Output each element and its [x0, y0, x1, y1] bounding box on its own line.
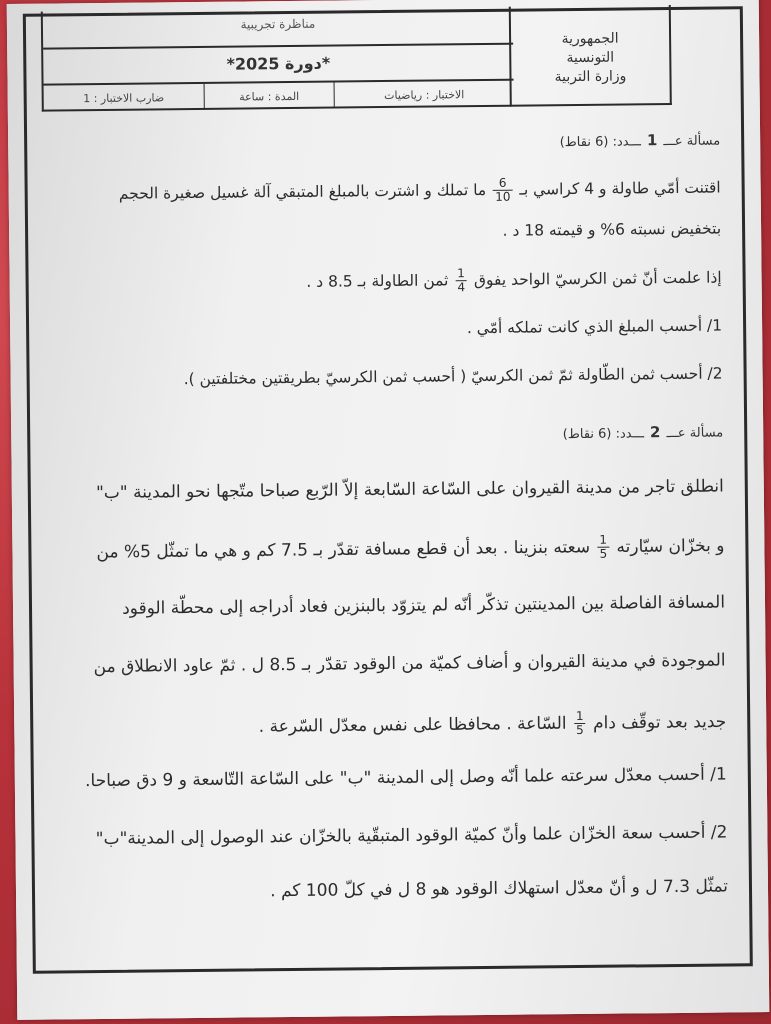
numerator: 6 — [493, 177, 512, 191]
fraction-6-10 — [493, 177, 513, 204]
exercise-2-line-4: الموجودة في مدينة القيروان و أضاف كميّة من الوقود تقدّر بـ 8.5 ل . ثمّ عاود الانطلاق من — [93, 650, 726, 678]
exam-session: *دورة 2025* — [43, 45, 513, 86]
text-segment: و بخزّان سيّارته — [616, 535, 725, 558]
exercise-1-question-1: 1/ أحسب المبلغ الذي كانت تملكه أمّي . — [466, 316, 723, 338]
exam-paper — [7, 0, 770, 1020]
exercise-number: 2 — [649, 423, 661, 442]
fraction-1-5 — [597, 534, 609, 561]
text-segment: سعته بنزينا . بعد أن قطع مسافة تقدّر بـ 7.5 كم و هي ما تمثّل 5% من — [96, 537, 591, 563]
exercise-2-line-3: المسافة الفاصلة بين المدينتين تذكّر أنّه لم يتزوّد بالبنزين فعاد أدراجه إلى محطّة الوقود — [122, 592, 726, 619]
fraction-1-4 — [455, 267, 467, 294]
exercise-2-question-2: 2/ أحسب سعة الخزّان علما وأنّ كميّة الوقود المتبقّية بالخزّان عند الوصول إلى المدينة"ب" — [95, 822, 728, 850]
ministry-line: وزارة التربية — [554, 68, 627, 86]
text-segment: ثمن الطاولة بـ 8.5 د . — [306, 271, 449, 291]
exercise-number: 1 — [646, 131, 658, 150]
denominator: 5 — [599, 546, 608, 561]
numerator: 1 — [597, 534, 609, 548]
exercise-2-question-2-cont: تمثّل 7.3 ل و أنّ معدّل استهلاك الوقود هو 8 ل في كلّ 100 كم . — [270, 876, 729, 902]
exercise-2-line-1: انطلق تاجر من مدينة القيروان على السّاعة السّابعة إلاّ الرّبع صباحا متّجها نحو المدينة "ب" — [95, 476, 724, 504]
exercise-points: ـــدد: (6 نقاط) — [559, 134, 642, 151]
exercise-1-line-2: بتخفيض نسبته 6% و قيمته 18 د . — [502, 219, 722, 240]
denominator: 4 — [457, 280, 466, 295]
exercise-title-prefix: مسألة عـــ — [663, 133, 721, 150]
text-segment: إذا علمت أنّ ثمن الكرسيّ الواحد يفوق — [473, 268, 722, 290]
exercise-1-title — [560, 131, 721, 151]
exam-coefficient: ضارب الاختبار : 1 — [83, 90, 165, 105]
exam-duration: المدة : ساعة — [204, 83, 334, 110]
exam-meta-row — [44, 81, 514, 112]
exercise-title-prefix: مسألة عـــ — [666, 425, 724, 442]
exercise-1-line-3 — [306, 264, 722, 295]
numerator: 1 — [574, 710, 586, 724]
exercise-1-question-2: 2/ أحسب ثمن الطّاولة ثمّ ثمن الكرسيّ ( أحسب ثمن الكرسيّ بطريقتين مختلفتين ). — [183, 364, 723, 389]
exam-subject: الاختبار : رياضيات — [334, 81, 514, 109]
denominator: 10 — [495, 189, 511, 204]
exam-title: مناظرة تجريبية — [43, 7, 513, 50]
exercise-2-question-1: 1/ أحسب معدّل سرعته علما أنّه وصل إلى المدينة "ب" على السّاعة التّاسعة و 9 دق صباحا. — [84, 764, 727, 792]
ministry-line: التونسية — [566, 49, 615, 67]
ministry-line: الجمهورية — [561, 30, 619, 48]
text-segment: السّاعة . محافظا على نفس معدّل السّرعة . — [258, 713, 567, 737]
exercise-2-title — [563, 422, 724, 442]
text-segment: ما تملك و اشترت بالمبلغ المتبقي آلة غسيل صغيرة الحجم — [118, 180, 487, 203]
ministry-block — [509, 5, 670, 107]
fraction-1-5 — [574, 710, 586, 737]
denominator: 5 — [575, 722, 584, 738]
numerator: 1 — [455, 267, 467, 281]
exercise-points: ـــدد: (6 نقاط) — [562, 426, 645, 443]
exam-header — [41, 5, 672, 112]
exercise-2-line-5 — [259, 708, 727, 740]
text-segment: جديد بعد توقّف دام — [592, 711, 727, 734]
text-segment: اقتنت أمّي طاولة و 4 كراسي بـ — [519, 178, 721, 199]
